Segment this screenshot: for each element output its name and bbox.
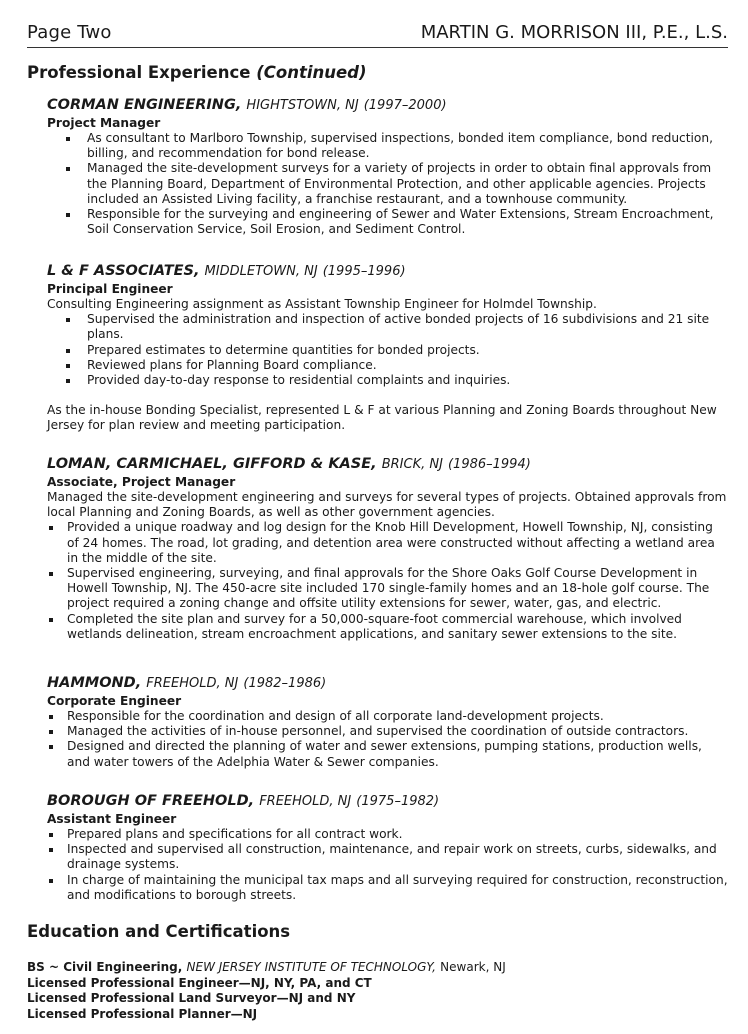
bullet-icon	[49, 848, 53, 852]
firm-name: BOROUGH OF FREEHOLD,	[47, 793, 255, 809]
list-item	[47, 358, 728, 373]
bullet-icon	[49, 526, 53, 530]
job-intro: Managed the site-development engineering and surveys for several types of projects. Obtained approvals from local Planning and Zoning Boards, as well as other government agencies.	[47, 490, 727, 520]
certification-line: Licensed Professional Engineer—NJ, NY, PA, and CT	[27, 975, 372, 990]
job-role: Corporate Engineer	[47, 694, 182, 708]
bullet-icon	[49, 715, 53, 719]
certification-line: Licensed Professional Planner—NJ	[27, 1006, 258, 1021]
bullet-icon	[49, 745, 53, 749]
list-item	[47, 343, 728, 358]
bullet-icon	[66, 318, 70, 322]
bullet-icon	[66, 379, 70, 383]
job-title	[47, 262, 728, 281]
list-item	[47, 739, 728, 769]
degree: BS ~ Civil Engineering,	[27, 960, 183, 974]
list-item	[47, 566, 728, 612]
bullet-text: Designed and directed the planning of water and sewer extensions, pumping stations, production wells, and water towers of the Adelphia Water & Sewer companies.	[67, 739, 702, 769]
job-corman-engineering	[47, 96, 728, 237]
certification-line: Licensed Professional Land Surveyor—NJ and NY	[27, 991, 356, 1005]
firm-name: CORMAN ENGINEERING,	[47, 97, 242, 113]
bullet-text: Supervised the administration and inspection of active bonded projects of 16 subdivisions and 21 site plans.	[87, 312, 710, 342]
job-years: (1975–1982)	[356, 794, 440, 809]
job-title	[47, 96, 728, 115]
bullet-text: Prepared estimates to determine quantities for bonded projects.	[87, 342, 480, 357]
education-list	[27, 960, 506, 1022]
job-role: Associate, Project Manager	[47, 475, 236, 489]
job-title	[47, 455, 728, 474]
experience-heading-suffix: (Continued)	[256, 63, 367, 82]
bullet-icon	[49, 572, 53, 576]
bullet-icon	[49, 879, 53, 883]
bullet-text: Provided a unique roadway and log design for the Knob Hill Development, Howell Township, NJ, consisting of 24 homes. The road, lot grading, and detention area were constructed without affecting a wetland area in the middle of the site.	[67, 520, 715, 565]
bullet-text: Prepared plans and specifications for all contract work.	[67, 827, 403, 841]
bullet-list	[47, 827, 728, 903]
bullet-icon	[66, 137, 70, 141]
list-item	[47, 161, 728, 207]
job-role: Assistant Engineer	[47, 812, 177, 826]
list-item	[47, 709, 728, 724]
list-item	[47, 312, 728, 342]
page-header	[27, 22, 728, 48]
school-city: Newark, NJ	[440, 960, 506, 974]
bullet-icon	[49, 618, 53, 622]
job-years: (1986–1994)	[447, 457, 531, 472]
job-years: (1997–2000)	[363, 98, 447, 113]
list-item	[47, 373, 728, 388]
bullet-text: In charge of maintaining the municipal tax maps and all surveying required for construction, reconstruction, and modifications to borough streets.	[67, 872, 728, 902]
list-item	[47, 207, 728, 237]
experience-heading	[27, 63, 367, 82]
job-borough-of-freehold	[47, 792, 728, 903]
bullet-list	[47, 709, 728, 770]
bullet-list	[47, 312, 728, 388]
list-item	[47, 873, 728, 903]
firm-name: L & F ASSOCIATES,	[47, 263, 200, 279]
bullet-text: Managed the site-development surveys for a variety of projects in order to obtain final approvals from the Planning Board, Department of Environmental Protection, and other applicable agencies. Projects included an Assisted Living facility, a franchise restaurant, and a townhouse community.	[87, 161, 712, 206]
job-years: (1982–1986)	[243, 676, 327, 691]
bullet-text: Responsible for the coordination and design of all corporate land-development projects.	[67, 709, 604, 723]
bullet-icon	[66, 364, 70, 368]
candidate-name: MARTIN G. MORRISON III, P.E., L.S.	[420, 22, 728, 43]
list-item	[47, 827, 728, 842]
bullet-icon	[66, 167, 70, 171]
job-location: MIDDLETOWN, NJ	[204, 264, 318, 279]
education-heading: Education and Certifications	[27, 922, 291, 941]
bullet-list	[47, 520, 728, 642]
bullet-icon	[49, 833, 53, 837]
list-item	[47, 131, 728, 161]
bullet-icon	[66, 349, 70, 353]
job-lf-associates	[47, 262, 728, 434]
bullet-icon	[49, 730, 53, 734]
job-role: Principal Engineer	[47, 282, 173, 296]
job-location: BRICK, NJ	[381, 457, 443, 472]
firm-name: HAMMOND,	[47, 675, 142, 691]
list-item	[47, 612, 728, 642]
bullet-text: Provided day-to-day response to residential complaints and inquiries.	[87, 373, 511, 388]
header-divider	[27, 47, 728, 48]
job-intro: Consulting Engineering assignment as Assistant Township Engineer for Holmdel Township.	[47, 297, 597, 311]
bullet-list	[47, 131, 728, 237]
job-location: FREEHOLD, NJ	[146, 676, 239, 691]
bullet-text: Managed the activities of in-house personnel, and supervised the coordination of outside contractors.	[67, 724, 689, 739]
school-name: NEW JERSEY INSTITUTE OF TECHNOLOGY,	[186, 960, 436, 974]
job-location: FREEHOLD, NJ	[259, 794, 352, 809]
job-closing-paragraph: As the in-house Bonding Specialist, represented L & F at various Planning and Zoning Boards throughout New Jersey for plan review and meeting participation.	[47, 403, 717, 433]
job-hammond	[47, 674, 728, 770]
job-role: Project Manager	[47, 116, 161, 130]
bullet-text: As consultant to Marlboro Township, supervised inspections, bonded item compliance, bond reduction, billing, and recommendation for bond release.	[87, 131, 713, 161]
bullet-text: Completed the site plan and survey for a 50,000-square-foot commercial warehouse, which involved wetlands delineation, stream encroachment applications, and sanitary sewer extensions to the site.	[67, 611, 682, 641]
experience-heading-text: Professional Experience	[27, 63, 251, 82]
bullet-text: Responsible for the surveying and engineering of Sewer and Water Extensions, Stream Encroachment, Soil Conservation Service, Soil Erosion, and Sediment Control.	[87, 207, 714, 237]
job-loman-carmichael	[47, 455, 728, 642]
page-label: Page Two	[27, 22, 112, 43]
list-item	[47, 842, 728, 872]
bullet-text: Supervised engineering, surveying, and final approvals for the Shore Oaks Golf Course Development in Howell Township, NJ. The 450-acre site included 170 single-family homes and an 18-hole golf course. The project required a zoning change and offsite utility extensions for sewer, water, gas, and electric.	[67, 566, 710, 611]
degree-line	[27, 960, 506, 976]
bullet-icon	[66, 213, 70, 217]
job-title	[47, 792, 728, 811]
list-item	[47, 724, 728, 739]
bullet-text: Inspected and supervised all construction, maintenance, and repair work on streets, curbs, sidewalks, and drainage systems.	[67, 842, 717, 872]
firm-name: LOMAN, CARMICHAEL, GIFFORD & KASE,	[47, 456, 377, 472]
job-location: HIGHTSTOWN, NJ	[246, 98, 359, 113]
job-title	[47, 674, 728, 693]
list-item	[47, 520, 728, 566]
job-years: (1995–1996)	[322, 264, 406, 279]
bullet-text: Reviewed plans for Planning Board compliance.	[87, 357, 377, 372]
